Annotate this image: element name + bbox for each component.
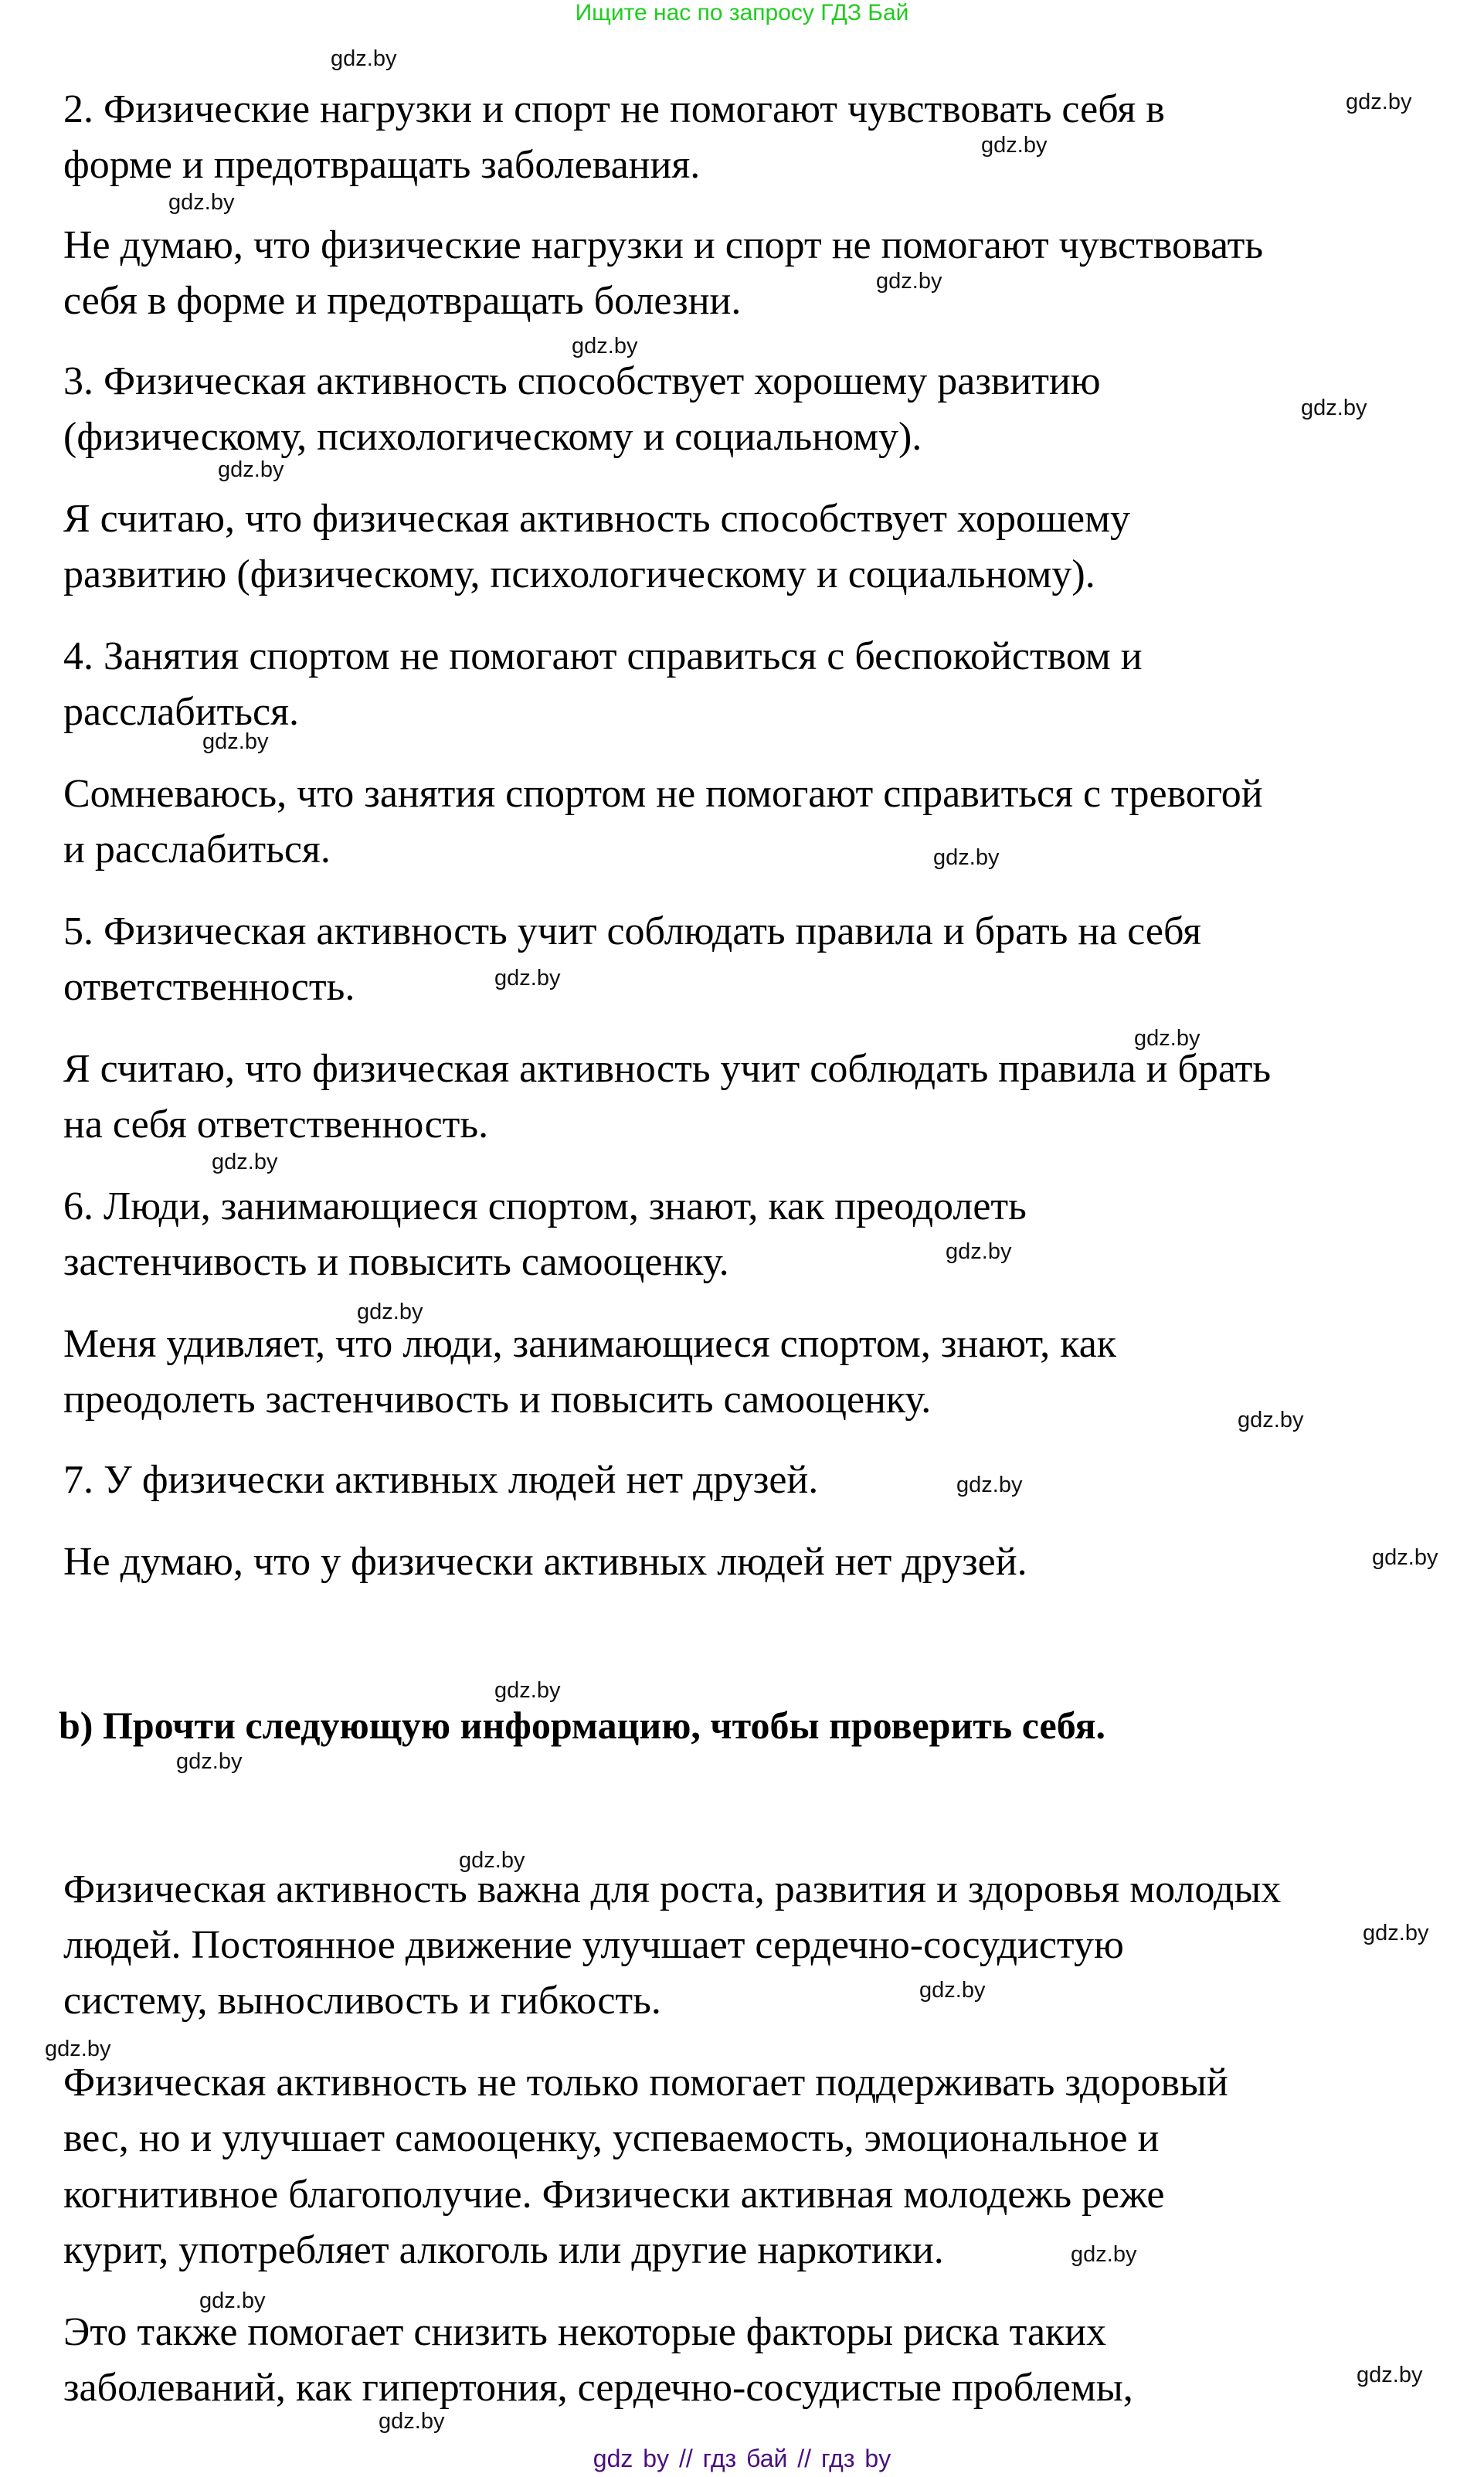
watermark: gdz.by <box>572 334 638 358</box>
paragraph-2-line-1: Физическая активность не только помогает поддерживать здоровый <box>63 2061 1228 2105</box>
answer-7-line-1: Не думаю, что у физически активных людей нет друзей. <box>63 1540 1027 1584</box>
watermark: gdz.by <box>176 1749 243 1774</box>
watermark: gdz.by <box>218 457 284 482</box>
answer-6-line-2: преодолеть застенчивость и повысить самооценку. <box>63 1378 932 1422</box>
statement-4-line-1: 4. Занятия спортом не помогают справиться с беспокойством и <box>63 634 1143 678</box>
answer-2-line-2: себя в форме и предотвращать болезни. <box>63 279 742 323</box>
answer-3-line-1: Я считаю, что физическая активность способствует хорошему <box>63 497 1131 541</box>
watermark: gdz.by <box>946 1239 1012 1264</box>
paragraph-2-line-2: вес, но и улучшает самооценку, успеваемость, эмоциональное и <box>63 2116 1160 2160</box>
watermark: gdz.by <box>1372 1545 1438 1570</box>
statement-2-line-1: 2. Физические нагрузки и спорт не помогают чувствовать себя в <box>63 87 1165 131</box>
answer-6-line-1: Меня удивляет, что люди, занимающиеся спортом, знают, как <box>63 1322 1117 1366</box>
watermark: gdz.by <box>494 1678 561 1703</box>
statement-7-line-1: 7. У физически активных людей нет друзей. <box>63 1458 819 1502</box>
statement-3-line-2: (физическому, психологическому и социальному). <box>63 415 922 459</box>
watermark: gdz.by <box>379 2409 445 2434</box>
watermark: gdz.by <box>45 2037 111 2061</box>
watermark: gdz.by <box>331 46 397 71</box>
watermark: gdz.by <box>1134 1026 1200 1051</box>
paragraph-1-line-2: людей. Постоянное движение улучшает сердечно-сосудистую <box>63 1923 1124 1967</box>
watermark: gdz.by <box>1346 90 1412 114</box>
statement-4-line-2: расслабиться. <box>63 690 299 734</box>
watermark: gdz.by <box>212 1150 278 1174</box>
watermark: gdz.by <box>459 1848 525 1873</box>
watermark: gdz.by <box>956 1473 1023 1497</box>
watermark: gdz.by <box>202 729 269 754</box>
answer-5-line-1: Я считаю, что физическая активность учит соблюдать правила и брать <box>63 1047 1272 1091</box>
paragraph-2-line-4: курит, употребляет алкоголь или другие наркотики. <box>63 2228 944 2272</box>
watermark: gdz.by <box>1357 2363 1423 2387</box>
statement-5-line-1: 5. Физическая активность учит соблюдать правила и брать на себя <box>63 909 1202 953</box>
watermark: gdz.by <box>1071 2242 1137 2267</box>
section-b-heading: b) Прочти следующую информацию, чтобы проверить себя. <box>59 1704 1106 1747</box>
watermark: gdz.by <box>1363 1921 1429 1945</box>
watermark: gdz.by <box>919 1978 986 2003</box>
watermark: gdz.by <box>876 269 942 294</box>
watermark: gdz.by <box>168 190 235 215</box>
search-banner: Ищите нас по запросу ГДЗ Бай <box>575 0 909 25</box>
statement-2-line-2: форме и предотвращать заболевания. <box>63 143 701 187</box>
answer-4-line-2: и расслабиться. <box>63 827 331 872</box>
answer-5-line-2: на себя ответственность. <box>63 1103 489 1147</box>
paragraph-3-line-2: заболеваний, как гипертония, сердечно-сосудистые проблемы, <box>63 2366 1133 2410</box>
statement-5-line-2: ответственность. <box>63 965 355 1009</box>
watermark: gdz.by <box>1238 1408 1304 1432</box>
watermark: gdz.by <box>357 1300 423 1324</box>
answer-3-line-2: развитию (физическому, психологическому и социальному). <box>63 552 1095 596</box>
paragraph-2-line-3: когнитивное благополучие. Физически активная молодежь реже <box>63 2173 1165 2217</box>
answer-4-line-1: Сомневаюсь, что занятия спортом не помогают справиться с тревогой <box>63 772 1263 816</box>
watermark: gdz.by <box>933 845 1000 870</box>
footer-site-links: gdz by // гдз бай // гдз by <box>593 2445 891 2472</box>
paragraph-1-line-1: Физическая активность важна для роста, развития и здоровья молодых <box>63 1867 1282 1911</box>
watermark: gdz.by <box>199 2288 266 2313</box>
paragraph-3-line-1: Это также помогает снизить некоторые факторы риска таких <box>63 2310 1107 2354</box>
statement-3-line-1: 3. Физическая активность способствует хорошему развитию <box>63 359 1101 403</box>
answer-2-line-1: Не думаю, что физические нагрузки и спорт не помогают чувствовать <box>63 223 1264 267</box>
paragraph-1-line-3: систему, выносливость и гибкость. <box>63 1979 661 2023</box>
statement-6-line-2: застенчивость и повысить самооценку. <box>63 1240 729 1284</box>
watermark: gdz.by <box>981 133 1048 158</box>
watermark: gdz.by <box>1301 396 1367 420</box>
watermark: gdz.by <box>494 966 561 990</box>
statement-6-line-1: 6. Люди, занимающиеся спортом, знают, как преодолеть <box>63 1184 1027 1228</box>
